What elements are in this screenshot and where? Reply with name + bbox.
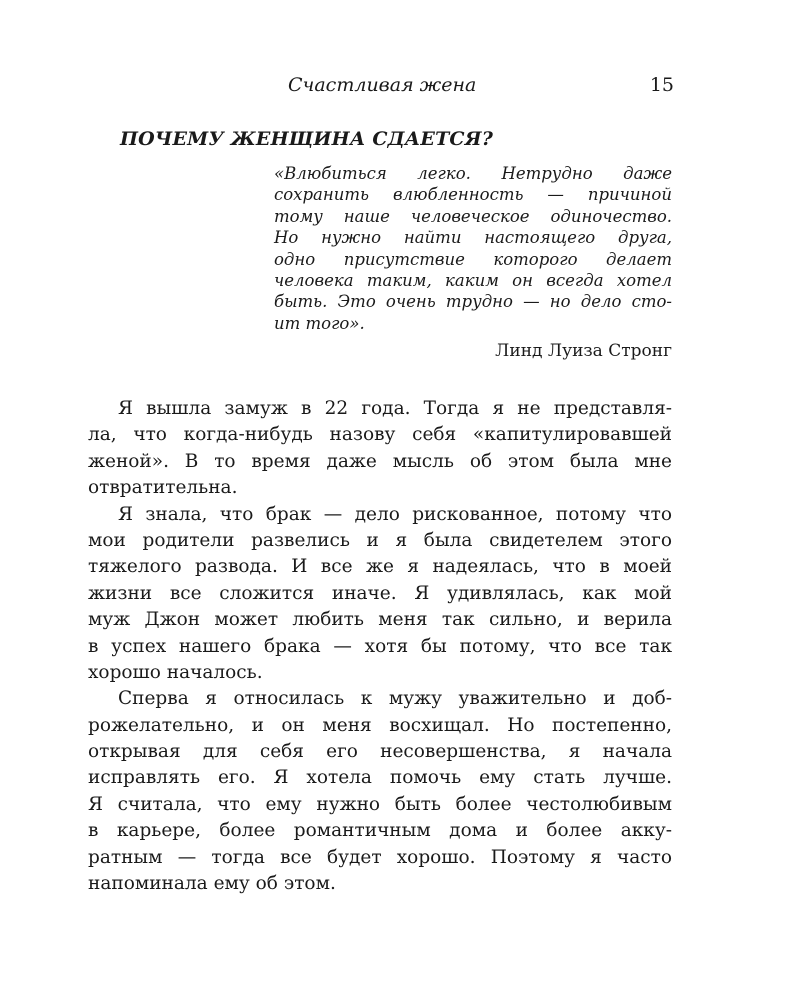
text-line: отвратительна. (88, 477, 238, 499)
text-line: Я знала, что брак — дело рискованное, потому что (118, 503, 672, 525)
epigraph-line: ит того». (274, 313, 365, 333)
epigraph-line: Но нужно найти настоящего друга, (274, 228, 672, 248)
text-line: муж Джон может любить меня так сильно, и верила (88, 609, 672, 631)
text-line: в карьере, более романтичным дома и более акку- (88, 820, 672, 842)
paragraph (88, 396, 672, 502)
text-line: мои родители развелись и я была свидетелем этого (88, 529, 672, 551)
text-line: Я считала, что ему нужно быть более честолюбивым (88, 793, 672, 815)
text-line: жизни все сложится иначе. Я удивлялась, как мой (88, 582, 672, 604)
page-number: 15 (649, 74, 674, 96)
text-line: хорошо началось. (88, 661, 263, 683)
text-line: открывая для себя его несовершенства, я начала (88, 741, 672, 763)
text-line: Сперва я относилась к мужу уважительно и доб- (118, 688, 672, 710)
text-line: тяжелого развода. И все же я надеялась, что в моей (88, 556, 672, 578)
paragraph (88, 686, 672, 897)
running-title: Счастливая жена (288, 74, 477, 96)
epigraph-line: человека таким, каким он всегда хотел (274, 270, 672, 290)
epigraph (274, 163, 672, 362)
epigraph-author: Линд Луиза Стронг (495, 341, 672, 362)
text-line: ла, что когда-нибудь назову себя «капитулировавшей (88, 424, 672, 446)
text-line: в успех нашего брака — хотя бы потому, что все так (88, 635, 672, 657)
epigraph-line: сохранить влюбленность — причиной (274, 185, 672, 205)
running-head (88, 74, 674, 100)
body-text (88, 396, 672, 897)
paragraph (88, 502, 672, 687)
epigraph-line: быть. Это очень трудно — но дело сто- (274, 292, 672, 312)
text-line: женой». В то время даже мысль об этом была мне (88, 450, 672, 472)
text-line: ратным — тогда все будет хорошо. Поэтому я часто (88, 846, 672, 868)
text-line: напоминала ему об этом. (88, 873, 336, 895)
epigraph-line: тому наше человеческое одиночество. (274, 206, 672, 226)
text-line: исправлять его. Я хотела помочь ему стать лучше. (88, 767, 672, 789)
text-line: Я вышла замуж в 22 года. Тогда я не представля- (118, 398, 672, 419)
epigraph-line: «Влюбиться легко. Нетрудно даже (274, 164, 672, 183)
text-line: рожелательно, и он меня восхищал. Но постепенно, (88, 714, 672, 736)
epigraph-line: одно присутствие которого делает (274, 249, 672, 269)
chapter-title: ПОЧЕМУ ЖЕНЩИНА СДАЕТСЯ? (120, 128, 494, 150)
